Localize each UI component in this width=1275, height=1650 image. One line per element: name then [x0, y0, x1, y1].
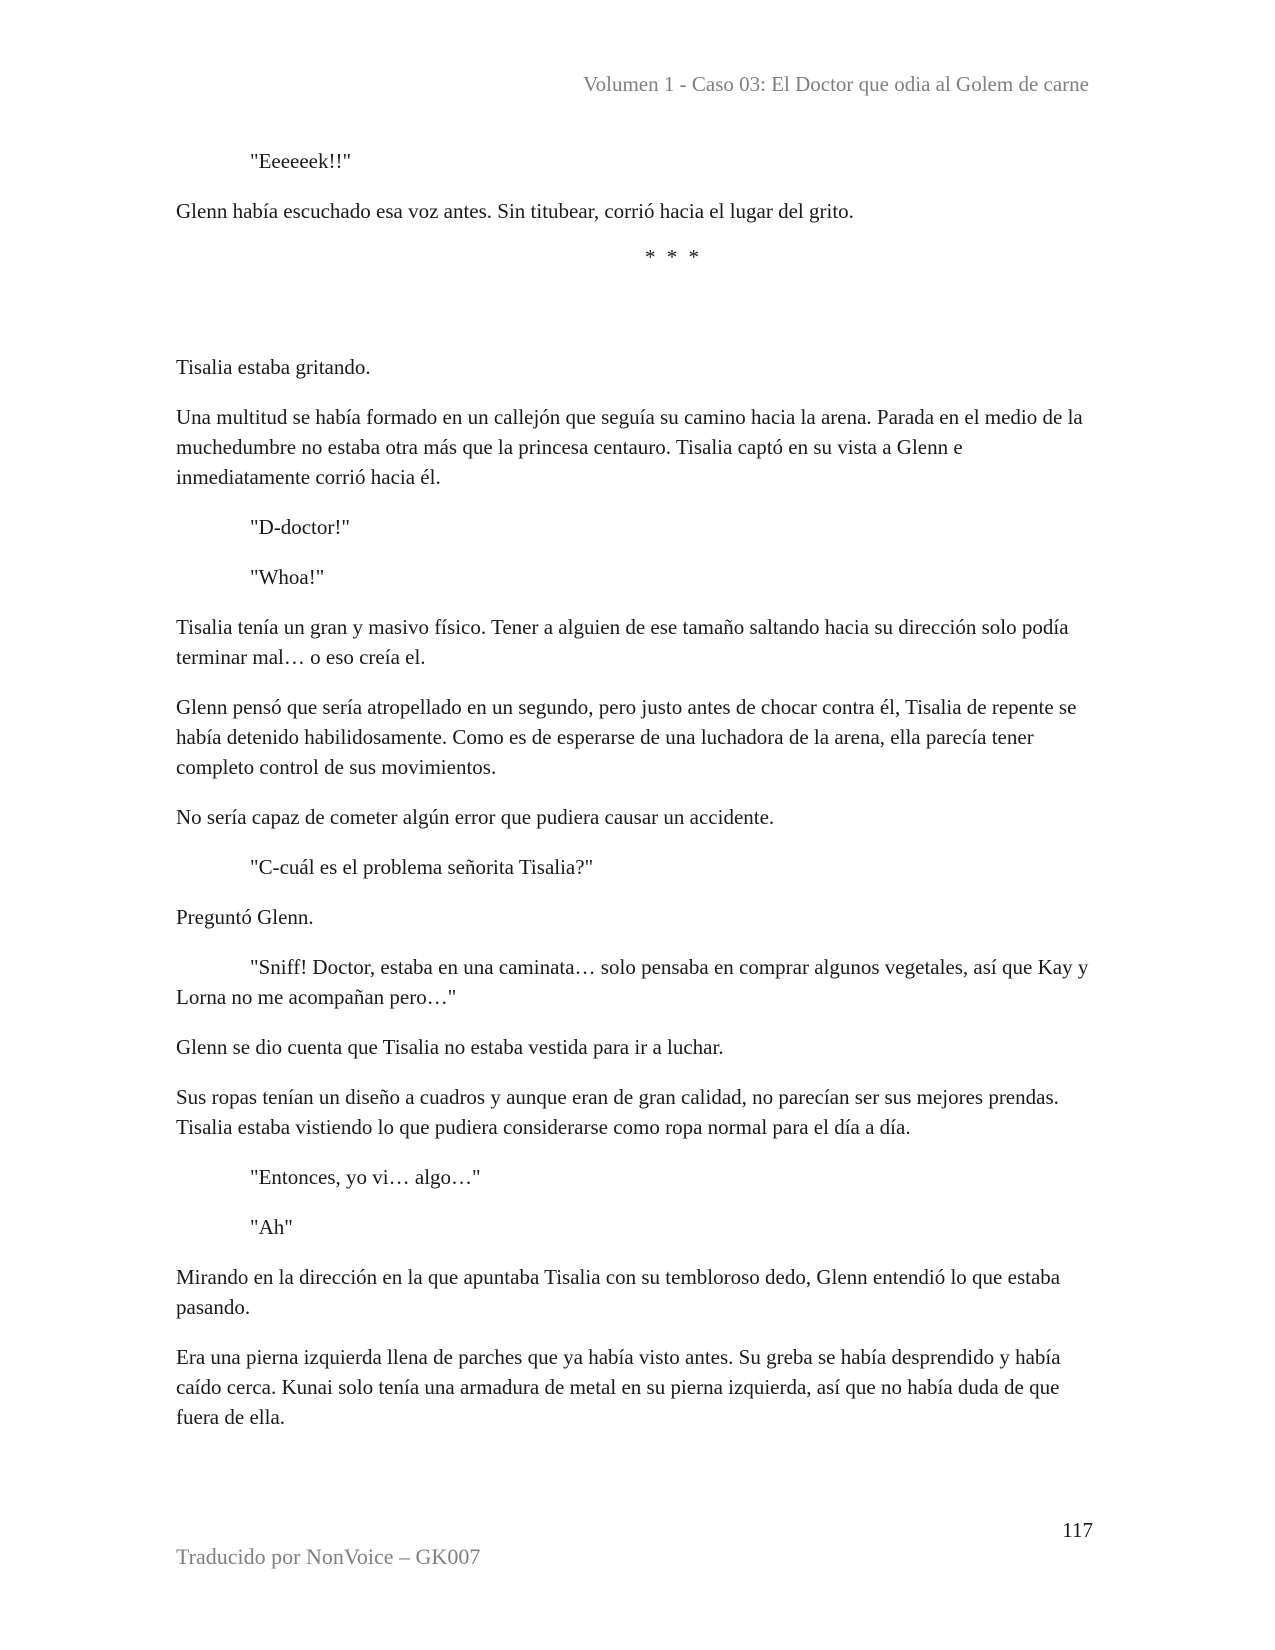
page-number: 117: [1062, 1518, 1093, 1542]
paragraph: No sería capaz de cometer algún error que pudiera causar un accidente.: [176, 805, 775, 829]
paragraph: "Whoa!": [250, 565, 325, 589]
paragraph: "Sniff! Doctor, estaba en una caminata… solo pensaba en comprar algunos vegetales, así que Kay y Lorna no me acompañan pero…": [176, 955, 1089, 1009]
paragraph: Tisalia tenía un gran y masivo físico. Tener a alguien de ese tamaño saltando hacia su dirección solo podía terminar mal… o eso creía el.: [176, 615, 1069, 669]
paragraph: "Ah": [250, 1215, 293, 1239]
paragraph: Una multitud se había formado en un callejón que seguía su camino hacia la arena. Parada en el medio de la muchedumbre no estaba otra más que la princesa centauro. Tisalia captó en su vista a Glenn e inmediatamente corrió hacia él.: [176, 405, 1083, 489]
paragraph: Glenn pensó que sería atropellado en un segundo, pero justo antes de chocar contra él, Tisalia de repente se había detenido habilidosamente. Como es de esperarse de una luchadora de la arena, ella parecía tener completo control de sus movimientos.: [176, 695, 1077, 779]
paragraph: "Eeeeeek!!": [250, 149, 352, 173]
paragraph: "Entonces, yo vi… algo…": [250, 1165, 481, 1189]
paragraph: Glenn se dio cuenta que Tisalia no estaba vestida para ir a luchar.: [176, 1035, 724, 1059]
paragraph: Preguntó Glenn.: [176, 905, 314, 929]
paragraph: Era una pierna izquierda llena de parches que ya había visto antes. Su greba se había desprendido y había caído cerca. Kunai solo tenía una armadura de metal en su pierna izquierda, así que no había duda de que fuera de ella.: [176, 1345, 1061, 1429]
paragraph: Tisalia estaba gritando.: [176, 355, 371, 379]
paragraph: "D-doctor!": [250, 515, 350, 539]
scene-break: * * *: [645, 245, 702, 269]
paragraph: Mirando en la dirección en la que apuntaba Tisalia con su tembloroso dedo, Glenn entendió lo que estaba pasando.: [176, 1265, 1061, 1319]
footer-credit: Traducido por NonVoice – GK007: [176, 1544, 481, 1569]
body-text: [176, 146, 1091, 1452]
paragraph: Glenn había escuchado esa voz antes. Sin titubear, corrió hacia el lugar del grito.: [176, 199, 854, 223]
running-header: Volumen 1 - Caso 03: El Doctor que odia al Golem de carne: [583, 72, 1089, 96]
paragraph: "C-cuál es el problema señorita Tisalia?": [250, 855, 594, 879]
paragraph: Sus ropas tenían un diseño a cuadros y aunque eran de gran calidad, no parecían ser sus mejores prendas. Tisalia estaba vistiendo lo que pudiera considerarse como ropa normal para el día a día.: [176, 1085, 1059, 1139]
